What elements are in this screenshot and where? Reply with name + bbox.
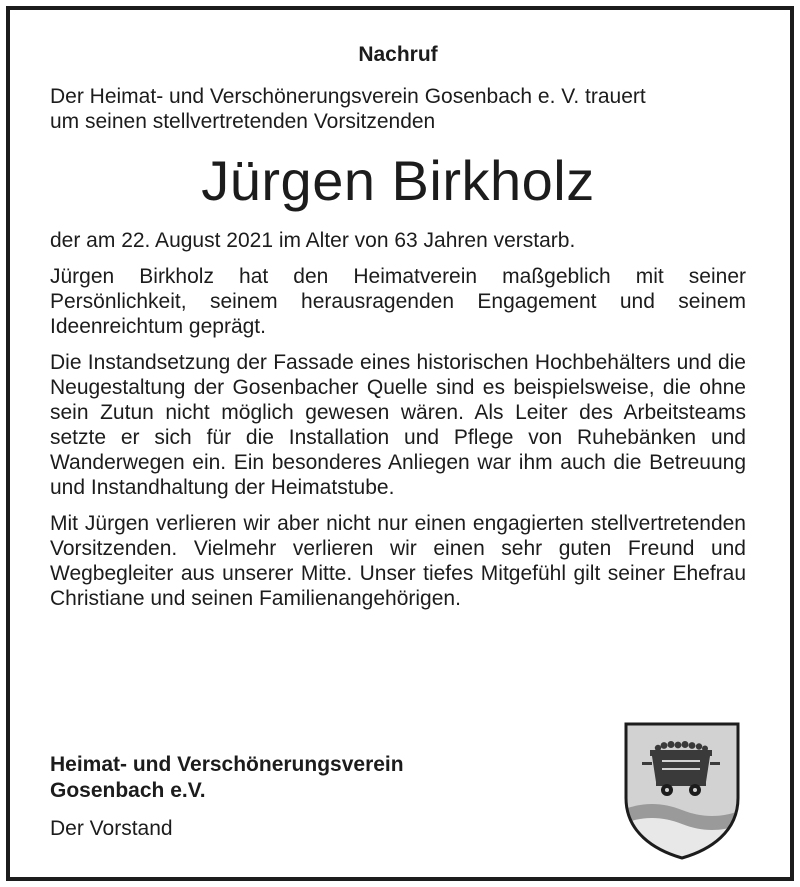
notice-heading: Nachruf — [358, 43, 438, 66]
signature-board: Der Vorstand — [50, 817, 173, 840]
signature-block — [50, 752, 570, 842]
intro-line-1: Der Heimat- und Verschönerungsverein Gosenbach e. V. trauert — [50, 85, 646, 108]
deceased-name: Jürgen Birkholz — [201, 149, 595, 212]
signature-org-line-1: Heimat- und Verschönerungsverein — [50, 753, 404, 776]
tribute-paragraph-2: Die Instandsetzung der Fassade eines historischen Hochbehälters und die Neugestaltung der Gosenbacher Quelle sind es beispielsweise, die ohne sein Zutun nicht möglich gewesen wären. Als Leiter des Arbeitsteams setzte er sich für die Installation und Pflege von Ruhebänken und Wanderwegen ein. Ein besonderes Anliegen war ihm auch die Betreuung und Instandhaltung der Heimatstube. — [50, 351, 746, 499]
notice-body — [50, 32, 746, 611]
death-date-line: der am 22. August 2021 im Alter von 63 Jahren verstarb. — [50, 229, 576, 252]
mine-cart-crest-icon — [622, 720, 742, 862]
intro-line-2: um seinen stellvertretenden Vorsitzenden — [50, 110, 436, 133]
tribute-paragraph-3: Mit Jürgen verlieren wir aber nicht nur einen engagierten stellvertretenden Vorsitzenden. Vielmehr verlieren wir einen sehr guten Freund und Wegbegleiter aus unserer Mitte. Unser tiefes Mitgefühl gilt seiner Ehefrau Christiane und seinen Familienangehörigen. — [50, 512, 746, 610]
signature-org-line-2: Gosenbach e.V. — [50, 779, 206, 802]
tribute-paragraph-1: Jürgen Birkholz hat den Heimatverein maßgeblich mit seiner Persönlichkeit, seinem herausragenden Engagement und seinem Ideenreichtum geprägt. — [50, 265, 746, 338]
